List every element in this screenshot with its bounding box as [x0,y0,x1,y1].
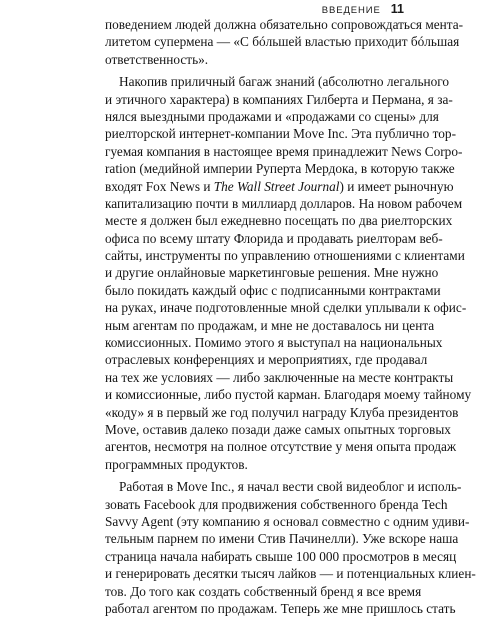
text-line: тельным парнем по имени Стив Пачинелли). Уже вскоре наша [105,531,459,547]
text-line: Накопив приличный багаж знаний (абсолютно легального [119,74,450,90]
text-line: офиса по всему штату Флорида и продавать риелторам веб- [105,230,443,246]
text-line: было покидать каждый офис с подписанными контрактами [105,282,441,298]
text-line: литетом супермена — «С бóльшей властью приходит бóльшая [105,34,460,50]
text-line: агентов, несмотря на полное отсутствие у меня опыта продаж [105,439,457,455]
text-line: поведением людей должна обязательно сопровождаться мента- [105,17,464,32]
text-line: «коду» я в первый же год получил награду Клуба президентов [105,404,459,420]
text-line: на тех же условиях — либо заключенные на месте контракты [105,369,454,385]
text-line: отраслевых конференциях и мероприятиях, где продавал [105,352,428,368]
text-line: и этичного характера) в компаниях Гилберта и Пермана, я за- [105,91,453,107]
text-line: и комиссионные, либо пустой карман. Благодаря моему тайному [105,387,472,403]
text-line: ответственность». [105,51,209,67]
text-line: месте я должен был ежедневно посещать по два риелторских [105,213,453,229]
text-line: и генерировать десятки тысяч лайков — и потенциальных клиен- [105,566,476,582]
text-line: гуемая компания в настоящее время принадлежит News Corpo- [105,143,463,159]
body-text [105,16,476,617]
text-line: страница начала набирать свыше 100 000 просмотров в месяц [105,548,457,564]
text-line: ration (медийной империи Руперта Мердока, в которую также [105,161,455,177]
text-line: зовать Facebook для продвижения собственного бренда Tech [105,496,448,512]
text-line: тов. До того как создать собственный бренд я все время [105,583,422,599]
text-line: на руках, иначе подготовленные мной сделки уплывали к офис- [105,300,467,316]
running-head-section: ВВЕДЕНИЕ [321,5,381,16]
text-line: Move, оставив далеко позади даже самых опытных торговых [105,421,451,437]
text-line: сайты, инструменты по управлению отношениями с клиентами [105,248,465,264]
running-head [322,2,404,16]
text-line: программных продуктов. [105,456,248,472]
text-line italic-title-line: входят Fox News и The Wall Street Journal) и имеет рыночную [105,178,454,194]
text-line: и другие онлайновые маркетинговые решения. Мне нужно [105,265,439,281]
text-line: Savvy Agent (эту компанию я основал совместно с одним удиви- [105,513,470,529]
publication-title: The Wall Street Journal [213,178,340,194]
text-line: капитализацию почти в миллиард долларов. На новом рабочем [105,195,463,211]
text-line: нялся выездными продажами и «продажами со сцены» для [105,108,439,124]
text-line: риелторской интернет-компании Move Inc. Эта публично тор- [105,126,457,142]
page-number: 11 [390,2,404,16]
text-line: Работая в Move Inc., я начал вести свой видеоблог и исполь- [119,479,462,495]
text-line: комиссионных. Помимо этого я выступал на национальных [105,335,443,351]
text-line: работал агентом по продажам. Теперь же мне пришлось стать [105,600,456,616]
text-line: ным агентам по продажам, и мне не доставалось ни цента [105,317,435,333]
